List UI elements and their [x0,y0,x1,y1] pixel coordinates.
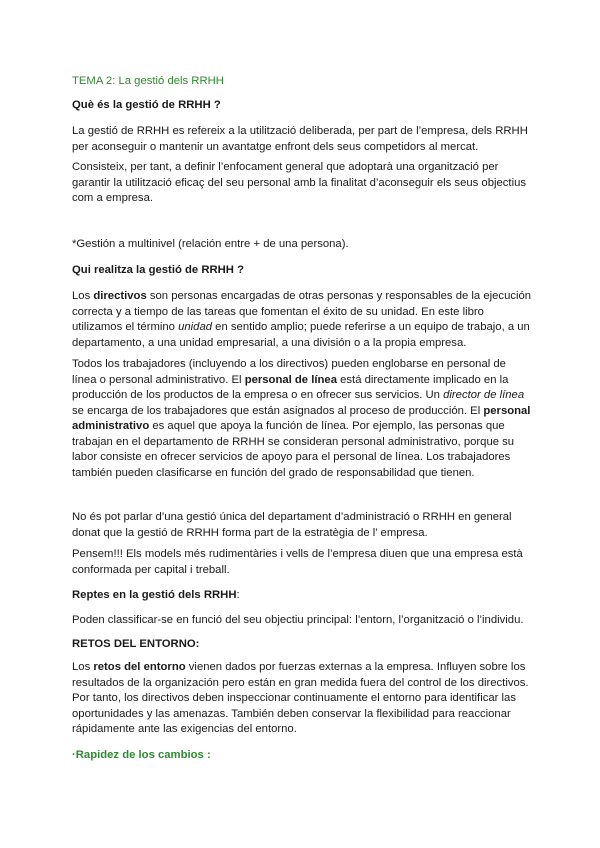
paragraph-pensem: Pensem!!! Els models més rudimentàries i vells de l’empresa diuen que una empresa està conformada per capital i treball. [72,548,523,576]
paragraph-retos-entorno: Los retos del entorno vienen dados por fuerzas externas a la empresa. Influyen sobre los resultados de la organización pero están en gran medida fuera del control de los directivos. Por tanto, los directivos deben inspeccionar continuamente el entorno para identificar las oportunidades y las amenazas. También deben conservar la flexibilidad para reaccionar rápidamente ante las exigencias del entorno. [72,661,529,735]
paragraph-directivos: Los directivos son personas encargadas de otras personas y responsables de la ejecución correcta y a tiempo de las tareas que fomentan el éxito de su unidad. En este libro utilizamos el término unidad en sentido amplio; puede referirse a un equipo de trabajo, a un departamento, a una unidad empresarial, a una división o a la propia empresa. [72,290,532,349]
paragraph-no-es-pot: No és pot parlar d’una gestió única del departament d’administració o RRHH en general donat que la gestió de RRHH forma part de la estratègia de l’ empresa. [72,511,512,539]
heading-que-es: Què és la gestió de RRHH ? [72,99,221,111]
document-title: TEMA 2: La gestió dels RRHH [72,75,224,87]
paragraph-consisteix: Consisteix, per tant, a definir l’enfocament general que adoptarà una organització per garantir la utilització eficaç del seu personal amb la finalitat d’aconseguir els seus objectius com a empresa. [72,161,527,204]
note-multinivel: *Gestión a multinivel (relación entre + de una persona). [72,238,349,250]
heading-reptes: Reptes en la gestió dels RRHH: [72,589,240,601]
heading-qui-realitza: Qui realitza la gestió de RRHH ? [72,264,244,276]
heading-retos-entorno: RETOS DEL ENTORNO: [72,638,200,650]
heading-rapidez-cambios: ·Rapidez de los cambios : [72,749,211,761]
paragraph-definicion: La gestió de RRHH es refereix a la utilització deliberada, per part de l’empresa, dels RRHH per aconseguir o mantenir un avantatge enfront dels seus competidors al mercat. [72,125,528,153]
paragraph-reptes: Poden classificar-se en funció del seu objectiu principal: l’entorn, l’organització o l’individu. [72,614,524,626]
paragraph-personal-linea: Todos los trabajadores (incluyendo a los directivos) pueden englobarse en personal de línea o personal administrativo. El personal de línea está directamente implicado en la producción de los productos de la empresa o en ofrecer sus servicios. Un director de línea se encarga de los trabajadores que están asignados al proceso de producción. El personal administrativo es aquel que apoya la función de línea. Por ejemplo, las personas que trabajan en el departamento de RRHH se consideran personal administrativo, porque su labor consiste en ofrecer servicios de apoyo para el personal de línea. Los trabajadores también pueden clasificarse en función del grado de responsabilidad que tienen. [72,358,531,479]
